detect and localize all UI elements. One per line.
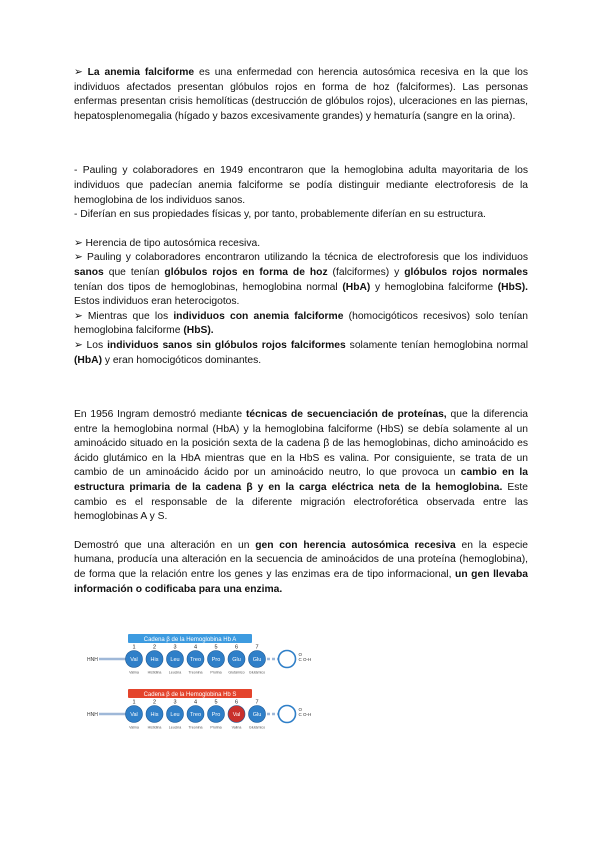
bullet-herencia: ➢ Herencia de tipo autosómica recesiva. — [74, 237, 261, 249]
chain-s-c-term-o: O — [298, 707, 303, 712]
paragraph-pauling-1: - Pauling y colaboradores en 1949 encontraron que la hemoglobina adulta mayoritaria de los individuos que padecían anemia falciforme se podía distinguir mediante electroforesis de la hemoglobina de los individuos sanos. — [74, 165, 528, 206]
paragraph-pauling-2: - Diferían en sus propiedades físicas y, por tanto, probablemente diferían en su estructura. — [74, 209, 486, 221]
chain-s-residue-name: Valina — [129, 725, 139, 730]
bullet-arrow: ➢ — [74, 67, 83, 78]
chain-a-residue-label: Val — [130, 657, 138, 663]
chain-a-position-label: 7 — [255, 644, 259, 651]
chain-s-position-label: 5 — [214, 699, 218, 706]
chain-s-position-label: 4 — [193, 699, 198, 706]
chain-a-residue-label: Glu — [232, 657, 241, 663]
chain-s-title: Cadena β de la Hemoglobina Hb S — [143, 691, 237, 698]
chain-a-residue-name: Histidina — [147, 670, 162, 675]
chain-s-residue-name: Prolina — [210, 725, 222, 730]
chain-s-c-term-c: C O-H — [298, 712, 312, 717]
chain-a-c-term-c: C O-H — [298, 657, 312, 662]
chain-s-residue-label: Leu — [170, 712, 180, 718]
chain-s-position-label: 2 — [152, 699, 157, 706]
chain-a-residue-name: Prolina — [210, 670, 222, 675]
paragraph-ingram: En 1956 Ingram demostró mediante técnicas de secuenciación de proteínas, que la diferencia entre la hemoglobina normal (HbA) y la hemoglobina falciforme (HbS) se debía solamente al un aminoácido situado en la posición sexta de la cadena β de las hemoglobinas, dicho aminoácido es ácido glutámico en la HbA mientras que en la HbS es valina. Por consiguiente, se trata de un cambio de un aminoácido ácido por un aminoácido neutro, lo que provoca un cambio en la estructura primaria de la cadena β y en la carga eléctrica neta de la hemoglobina. Este cambio es el responsable de la diferente migración electroforética observada entre las hemoglobinas A y S. — [74, 409, 529, 523]
chain-a-position-label: 6 — [234, 644, 239, 651]
chain-s-position-label: 6 — [234, 699, 239, 706]
chain-s-residue-label: Glu — [252, 712, 262, 718]
chain-s-residue-label: Pro — [211, 712, 221, 718]
hemoglobin-chain-diagram — [84, 634, 314, 730]
chain-a-terminal-ring — [279, 651, 296, 668]
chain-s-position-label: 1 — [132, 699, 136, 706]
chain-s-residue-label: His — [150, 712, 159, 718]
chain-a-residue-name: Leucina — [168, 670, 182, 675]
chain-s-residue-label: Val — [130, 712, 138, 718]
chain-a-n-terminus: HNH — [87, 657, 98, 663]
bullet-electroforesis: ➢ Pauling y colaboradores encontraron utilizando la técnica de electroforesis que los individuos sanos que tenían glóbulos rojos en forma de hoz (falciformes) y glóbulos rojos normales tenían dos tipos de hemoglobinas, hemoglobina normal (HbA) y hemoglobina falciforme (HbS). Estos individuos eran heterocigotos. — [74, 252, 529, 308]
chain-s-position-label: 7 — [255, 699, 259, 706]
chain-a-residue-label: His — [150, 657, 159, 663]
chain-a-c-term-o: O — [298, 652, 303, 657]
chain-s-residue-name: Leucina — [168, 725, 182, 730]
paragraph-intro — [74, 66, 528, 124]
chain-a-title: Cadena β de la Hemoglobina Hb A — [143, 636, 237, 643]
hemoglobin-chain-figure — [84, 634, 314, 730]
chain-s-residue-name: Treonina — [188, 725, 203, 730]
strong-text: La anemia falciforme — [87, 67, 195, 78]
chain-s-residue-name: Valina — [231, 725, 242, 730]
document-body — [74, 66, 528, 597]
paragraph-conclusion: Demostró que una alteración en un gen con herencia autosómica recesiva en la especie humana, producía una alteración en la secuencia de aminoácidos de una proteína (hemoglobina), de forma que la relación entre los genes y las enzimas era de tipo informacional, un gen llevaba información o codificaba para una enzima. — [74, 539, 529, 595]
chain-a — [87, 645, 311, 675]
chain-s-terminal-ring — [279, 706, 296, 723]
chain-a-residue-name: Treonina — [188, 670, 203, 675]
chain-s-residue-label: Treo — [189, 712, 202, 718]
chain-a-residue-label: Pro — [211, 657, 221, 663]
chain-a-residue-name: Valina — [129, 670, 139, 675]
chain-s — [87, 700, 311, 730]
chain-a-residue-label: Treo — [189, 657, 202, 663]
chain-a-position-label: 1 — [132, 644, 136, 651]
chain-a-position-label: 3 — [173, 644, 177, 651]
chain-a-residue-name: Glutámico — [228, 670, 245, 675]
bullet-sanos: ➢ Los individuos sanos sin glóbulos rojos falciformes solamente tenían hemoglobina normal (HbA) y eran homocigóticos dominantes. — [74, 339, 528, 366]
bullet-anemia: ➢ Mientras que los individuos con anemia falciforme (homocigóticos recesivos) solo tenían hemoglobina falciforme (HbS). — [74, 310, 528, 337]
chain-a-residue-label: Leu — [170, 657, 180, 663]
chain-a-residue-name: Glutámico — [248, 670, 266, 675]
chain-a-position-label: 2 — [152, 644, 157, 651]
chain-s-position-label: 3 — [173, 699, 177, 706]
chain-a-residue-label: Glu — [252, 657, 262, 663]
chain-a-position-label: 4 — [193, 644, 198, 651]
chain-a-position-label: 5 — [214, 644, 218, 651]
chain-s-residue-name: Histidina — [147, 725, 162, 730]
chain-s-residue-name: Glutámico — [248, 725, 266, 730]
chain-s-residue-label: Val — [232, 712, 241, 718]
body-text: es una enfermedad con herencia autosómica recesiva en la que los individuos afectados presentan glóbulos rojos en forma de hoz (falciformes). Las personas enfermas presentan crisis hemolíticas (destrucción de glóbulos rojos), ulceraciones en las piernas, hepatosplenomegalia (hígado y bazos excesivamente grandes) y hematuría (sangre en la orina). — [74, 67, 528, 122]
chain-s-n-terminus: HNH — [87, 712, 98, 718]
